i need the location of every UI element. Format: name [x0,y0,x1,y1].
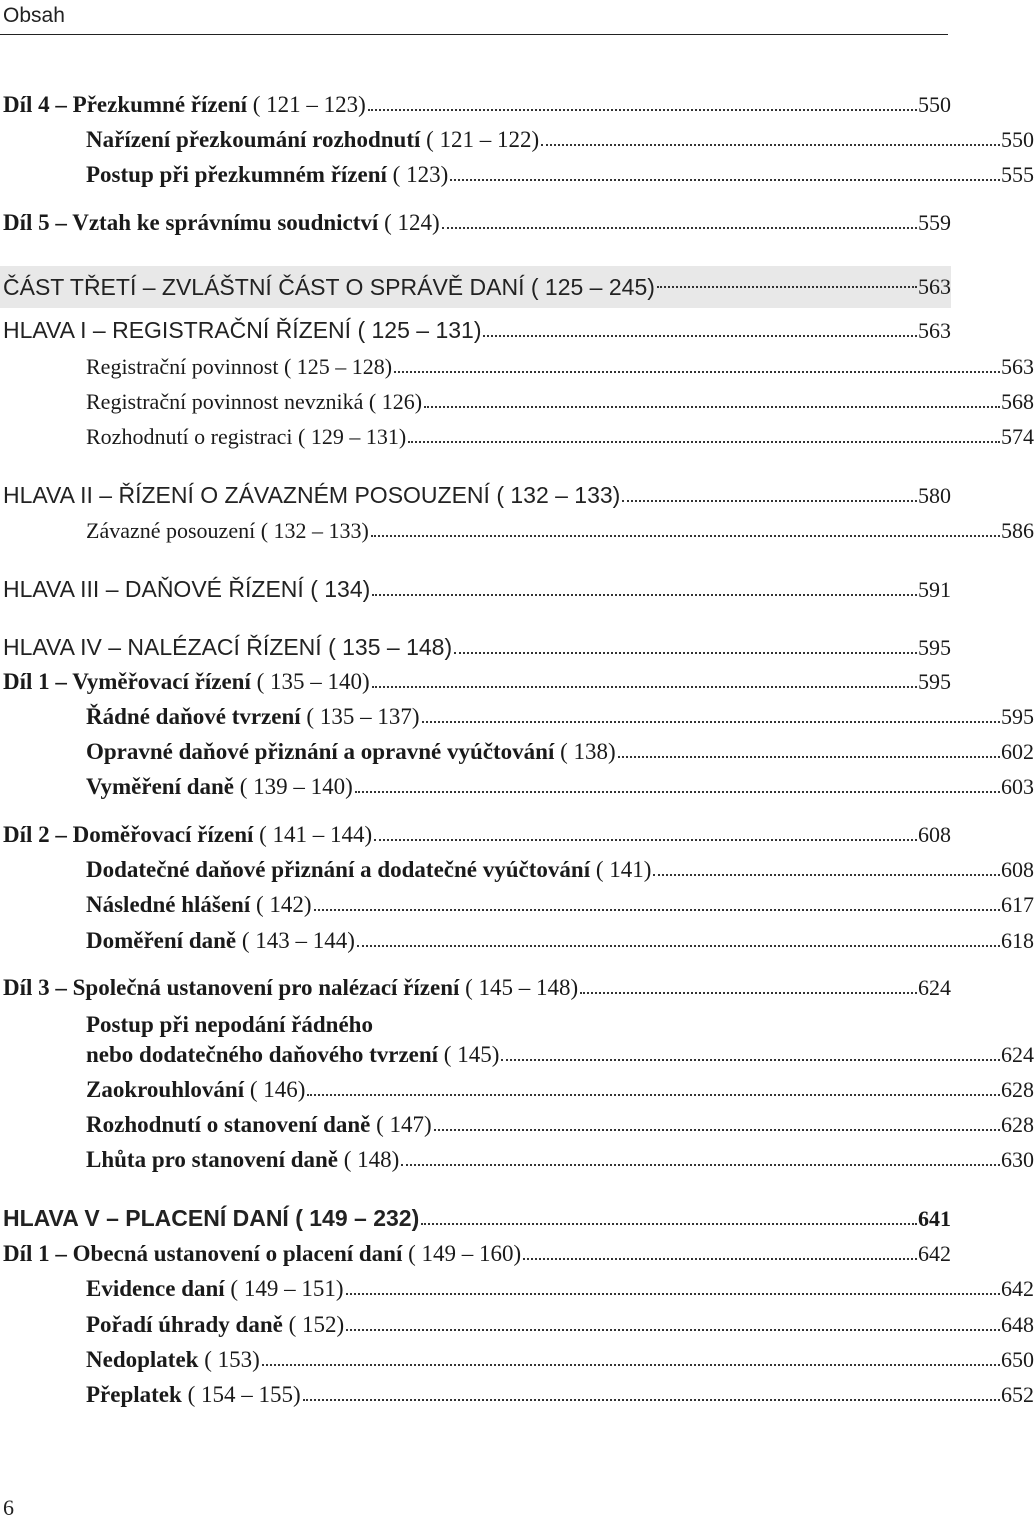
toc-entry: Pořadí úhrady daně ( 152) 648 [86,1312,1034,1337]
toc-entry: Opravné daňové přiznání a opravné vyúčtování ( 138) 602 [86,739,1034,764]
toc-entry: HLAVA IV – NALÉZACÍ ŘÍZENÍ ( 135 – 148) 595 [3,634,951,660]
toc-entry: Díl 1 – Vyměřovací řízení ( 135 – 140) 595 [3,669,951,694]
toc-entry: Díl 2 – Doměřovací řízení ( 141 – 144) 608 [3,822,951,847]
toc-entry: Závazné posouzení ( 132 – 133) 586 [86,518,1034,543]
toc-entry: Registrační povinnost ( 125 – 128) 563 [86,354,1034,379]
toc-entry: Nedoplatek ( 153) 650 [86,1347,1034,1372]
toc-entry: HLAVA II – ŘÍZENÍ O ZÁVAZNÉM POSOUZENÍ ( 132 – 133) 580 [3,482,951,508]
toc-entry: Registrační povinnost nevzniká ( 126) 568 [86,389,1034,414]
toc-entry: Řádné daňové tvrzení ( 135 – 137) 595 [86,704,1034,729]
toc-entry: Nařízení přezkoumání rozhodnutí ( 121 – 122) 550 [86,127,1034,152]
toc-entry: Následné hlášení ( 142) 617 [86,892,1034,917]
toc-entry: HLAVA I – REGISTRAČNÍ ŘÍZENÍ ( 125 – 131) 563 [3,317,951,343]
toc-entry: Vyměření daně ( 139 – 140) 603 [86,774,1034,799]
toc-entry: Evidence daní ( 149 – 151) 642 [86,1276,1034,1301]
toc-entry: Přeplatek ( 154 – 155) 652 [86,1382,1034,1407]
toc-entry: HLAVA V – PLACENÍ DANÍ ( 149 – 232) 641 [3,1205,951,1231]
toc-entry: Rozhodnutí o stanovení daně ( 147) 628 [86,1112,1034,1137]
toc-entry: Dodatečné daňové přiznání a dodatečné vyúčtování ( 141) 608 [86,857,1034,882]
toc-entry: nebo dodatečného daňového tvrzení ( 145) 624 [86,1042,1034,1067]
header-title: Obsah [3,4,65,27]
toc-entry: Lhůta pro stanovení daně ( 148) 630 [86,1147,1034,1172]
toc-entry: Postup při přezkumném řízení ( 123) 555 [86,162,1034,187]
toc-entry: Zaokrouhlování ( 146) 628 [86,1077,1034,1102]
toc-part-heading: ČÁST TŘETÍ – ZVLÁŠTNÍ ČÁST O SPRÁVĚ DANÍ ( 125 – 245) 563 [0,266,951,308]
toc-entry: HLAVA III – DAŇOVÉ ŘÍZENÍ ( 134) 591 [3,576,951,602]
toc-entry: Díl 3 – Společná ustanovení pro nalézací řízení ( 145 – 148) 624 [3,975,951,1000]
page-header [0,0,948,35]
toc-entry: Díl 1 – Obecná ustanovení o placení daní ( 149 – 160) 642 [3,1241,951,1266]
toc-entry: Díl 4 – Přezkumné řízení ( 121 – 123) 550 [3,92,951,117]
toc-entry: Díl 5 – Vztah ke správnímu soudnictví ( 124) 559 [3,210,951,235]
toc-entry-line: Postup při nepodání řádného [86,1012,373,1037]
toc-entry: Rozhodnutí o registraci ( 129 – 131) 574 [86,424,1034,449]
toc-entry: Doměření daně ( 143 – 144) 618 [86,928,1034,953]
page-number: 6 [3,1495,14,1520]
